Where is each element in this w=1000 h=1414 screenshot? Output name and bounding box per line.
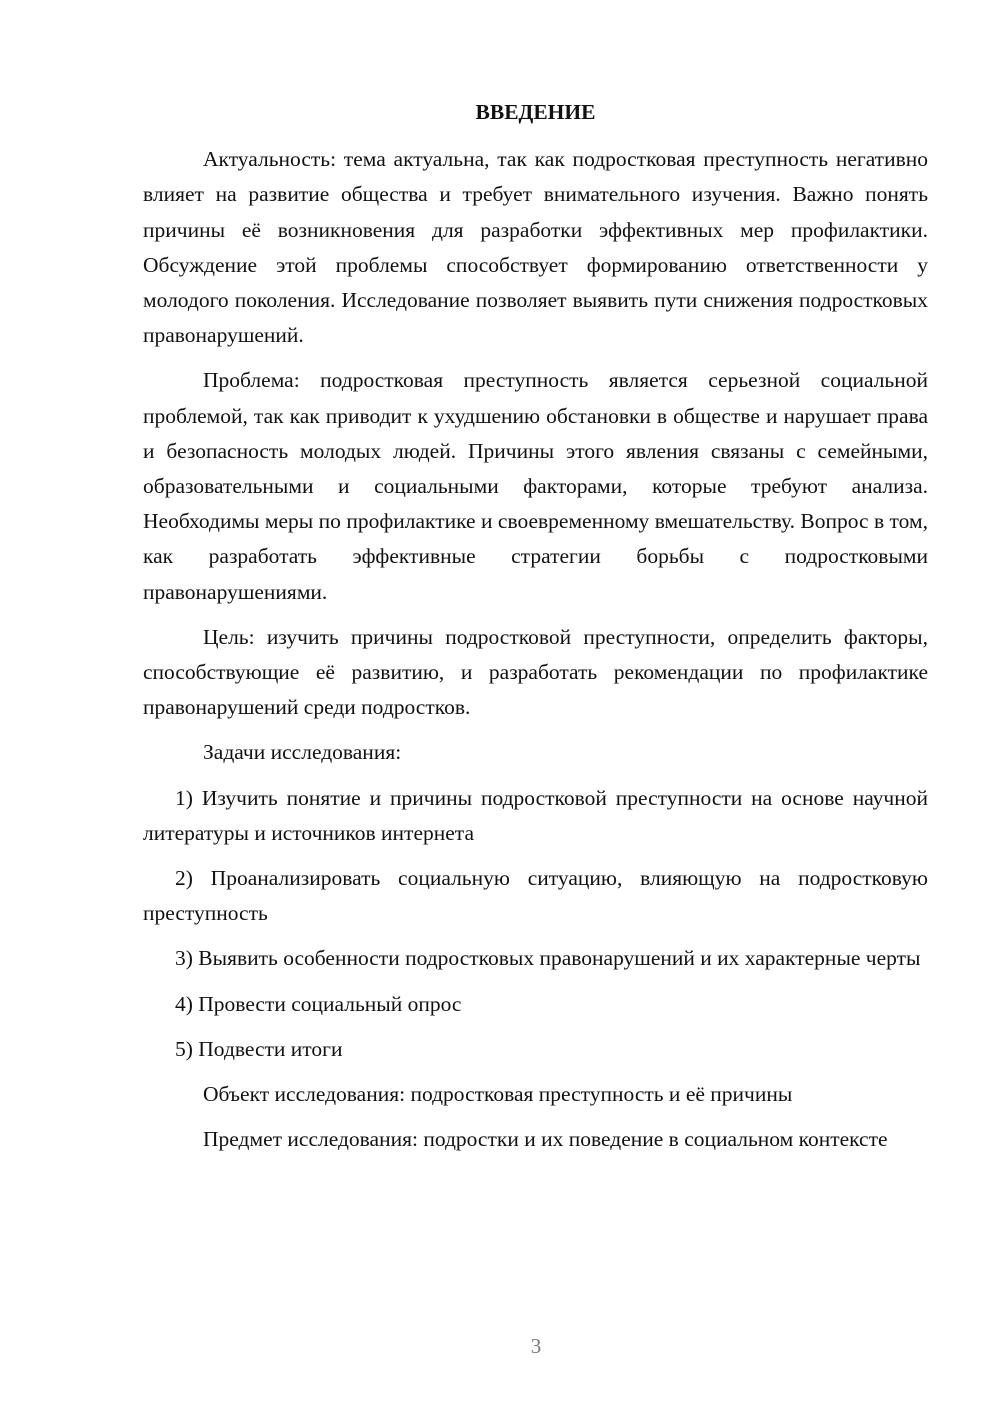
- task-item-5: 5) Подвести итоги: [175, 1036, 343, 1061]
- task-item-2: 2) Проанализировать социальную ситуацию, влияющую на подростковую преступность: [143, 866, 928, 926]
- goal-paragraph: Цель: изучить причины подростковой преступности, определить факторы, способствующие её развитию, и разработать рекомендации по профилактике правонарушений среди подростков.: [143, 624, 928, 720]
- document-body: [143, 95, 928, 1167]
- task-item-3: 3) Выявить особенности подростковых правонарушений и их характерные черты: [175, 946, 921, 971]
- subject-paragraph: Предмет исследования: подростки и их поведение в социальном контексте: [203, 1127, 888, 1152]
- object-paragraph: Объект исследования: подростковая преступность и её причины: [203, 1082, 793, 1107]
- task-item-1: 1) Изучить понятие и причины подростковой преступности на основе научной литературы и источников интернета: [143, 785, 928, 845]
- relevance-paragraph: Актуальность: тема актуальна, так как подростковая преступность негативно влияет на развитие общества и требует внимательного изучения. Важно понять причины её возникновения для разработки эффективных мер профилактики. Обсуждение этой проблемы способствует формированию ответственности у молодого поколения. Исследование позволяет выявить пути снижения подростковых правонарушений.: [143, 147, 928, 348]
- problem-paragraph: Проблема: подростковая преступность является серьезной социальной проблемой, так как приводит к ухудшению обстановки в обществе и нарушает права и безопасность молодых людей. Причины этого явления связаны с семейными, образовательными и социальными факторами, которые требуют анализа. Необходимы меры по профилактике и своевременному вмешательству. Вопрос в том, как разработать эффективные стратегии борьбы с подростковыми правонарушениями.: [143, 368, 928, 604]
- page-number: 3: [530, 1334, 542, 1358]
- tasks-heading: Задачи исследования:: [203, 740, 402, 765]
- section-heading: ВВЕДЕНИЕ: [475, 100, 596, 124]
- task-item-4: 4) Провести социальный опрос: [175, 991, 462, 1016]
